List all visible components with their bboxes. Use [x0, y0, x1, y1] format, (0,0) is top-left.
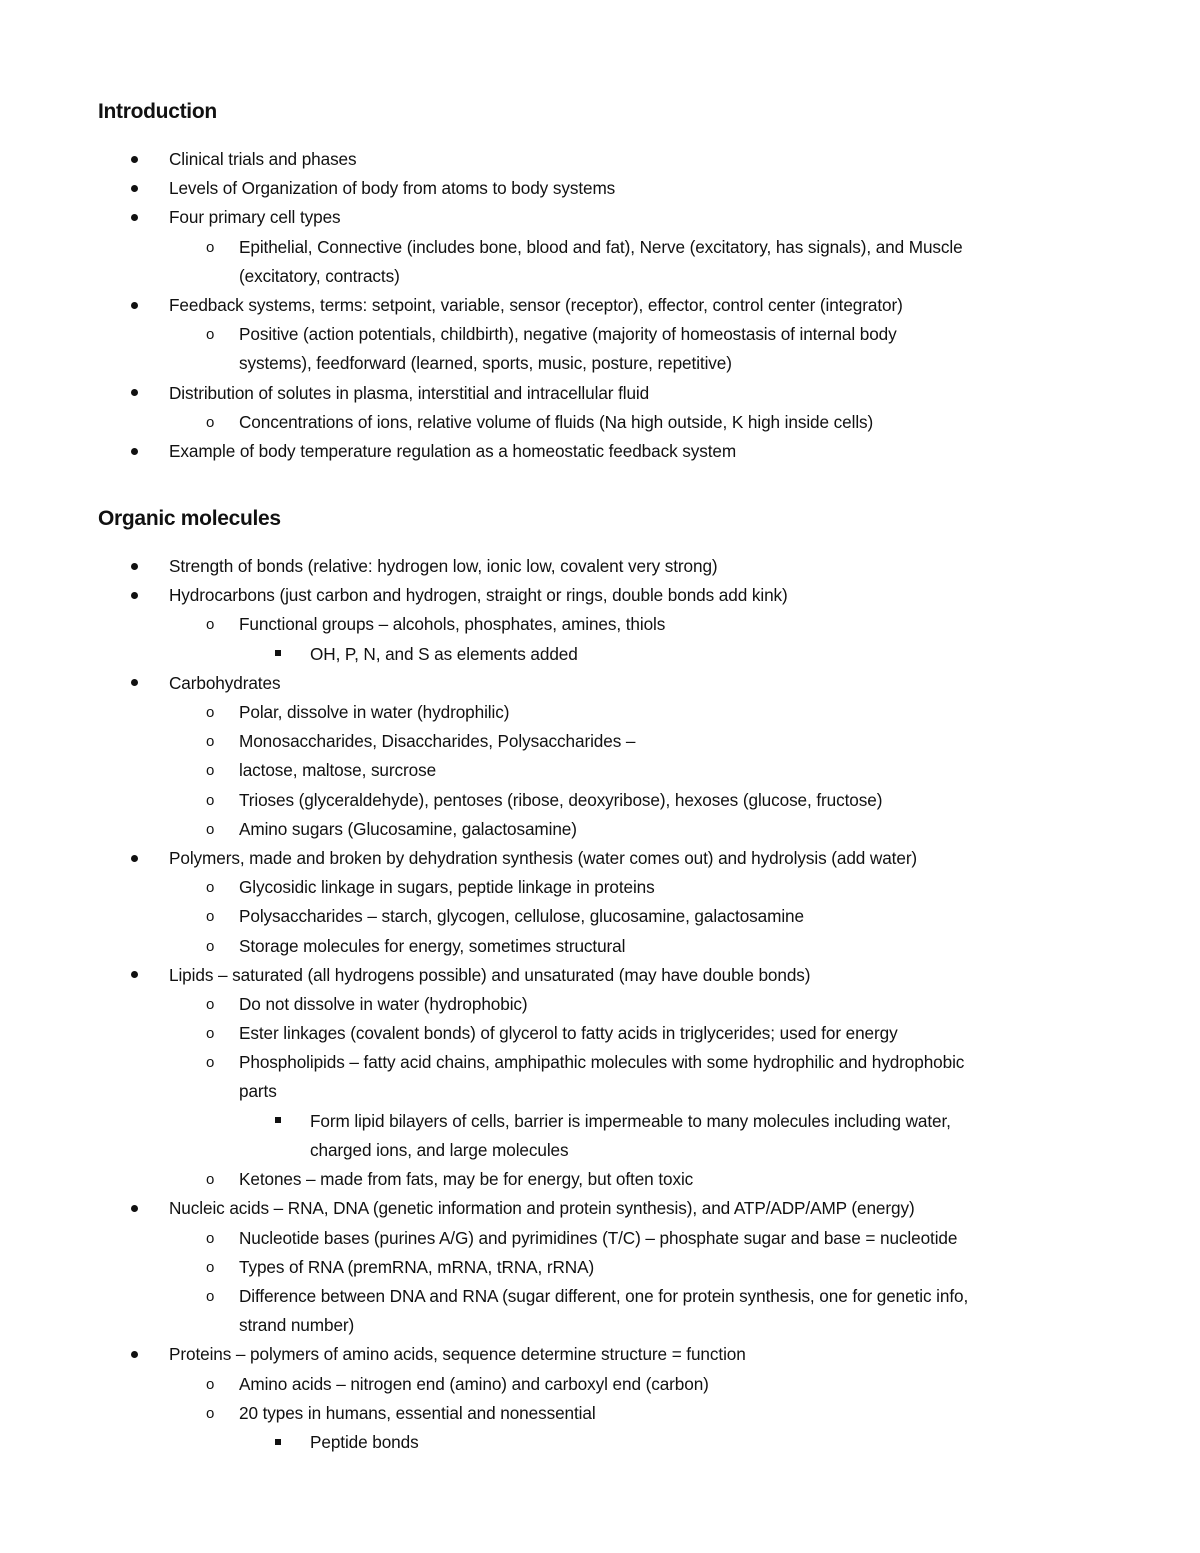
outline-item-text: Clinical trials and phases — [169, 149, 357, 169]
bullet-circle-icon: o — [206, 413, 215, 431]
outline-item-text: Amino sugars (Glucosamine, galactosamine) — [239, 818, 577, 839]
outline-item-text: 20 types in humans, essential and nonessential — [239, 1402, 596, 1423]
outline-item-text: Positive (action potentials, childbirth), negative (majority of homeostasis of internal body — [239, 324, 897, 345]
outline-item-text: lactose, maltose, surcrose — [239, 760, 437, 781]
outline-item-level-1 — [169, 552, 718, 581]
outline-item-text: Monosaccharides, Disaccharides, Polysaccharides – — [239, 731, 636, 752]
outline-item-level-2 — [206, 698, 510, 727]
outline-item-level-1 — [169, 581, 788, 610]
outline-item-text: Lipids – saturated (all hydrogens possible) and unsaturated (may have double bonds) — [169, 964, 811, 985]
bullet-circle-icon: o — [206, 704, 215, 721]
outline-item-text: systems), feedforward (learned, sports, music, posture, repetitive) — [239, 353, 732, 374]
outline-item-text: Amino acids – nitrogen end (amino) and carboxyl end (carbon) — [239, 1373, 709, 1394]
outline-item-text: Ester linkages (covalent bonds) of glycerol to fatty acids in triglycerides; used for energy — [239, 1023, 898, 1044]
outline-item-text: charged ions, and large molecules — [310, 1139, 569, 1160]
outline-item-level-1 — [169, 669, 280, 698]
bullet-circle-icon: o — [206, 996, 215, 1013]
bullet-dot-icon — [131, 1194, 138, 1223]
bullet-circle-icon: o — [206, 1258, 215, 1276]
outline-item-text: Polysaccharides – starch, glycogen, cellulose, glucosamine, galactosamine — [239, 906, 804, 927]
outline-item-text: OH, P, N, and S as elements added — [310, 643, 578, 664]
outline-item-text: Nucleotide bases (purines A/G) and pyrimidines (T/C) – phosphate sugar and base = nucleotide — [239, 1227, 958, 1248]
bullet-circle-icon: o — [206, 733, 215, 751]
outline-item-level-3 — [310, 1107, 951, 1165]
outline-item-text: Do not dissolve in water (hydrophobic) — [239, 994, 528, 1014]
bullet-dot-icon — [131, 552, 138, 581]
bullet-circle-icon: o — [206, 1375, 215, 1393]
bullet-dot-icon — [131, 844, 138, 873]
outline-item-text: Phospholipids – fatty acid chains, amphipathic molecules with some hydrophilic and hydrophobic — [239, 1052, 965, 1073]
outline-item-text: Polar, dissolve in water (hydrophilic) — [239, 702, 510, 722]
outline-item-text: (excitatory, contracts) — [239, 265, 400, 286]
outline-item-level-2 — [206, 1253, 595, 1282]
outline-item-text: Epithelial, Connective (includes bone, blood and fat), Nerve (excitatory, has signals), and Muscle — [239, 236, 963, 257]
bullet-dot-icon — [131, 437, 138, 466]
bullet-circle-icon: o — [206, 762, 215, 780]
outline-item-level-1 — [169, 203, 341, 232]
outline-item-level-1 — [169, 1340, 746, 1369]
bullet-circle-icon: o — [206, 908, 215, 926]
outline-item-level-2 — [206, 815, 577, 844]
bullet-dot-icon — [131, 174, 138, 203]
outline-item-text: Four primary cell types — [169, 207, 341, 228]
outline-item-text: Ketones – made from fats, may be for energy, but often toxic — [239, 1169, 694, 1190]
outline-item-text: Nucleic acids – RNA, DNA (genetic information and protein synthesis), and ATP/ADP/AMP (energy) — [169, 1198, 915, 1219]
outline-item-level-1 — [169, 961, 810, 990]
outline-item-text: Difference between DNA and RNA (sugar different, one for protein synthesis, one for genetic info, — [239, 1286, 969, 1306]
outline-item-level-1 — [169, 145, 357, 174]
outline-item-level-2 — [206, 233, 963, 291]
bullet-dot-icon — [131, 291, 138, 320]
outline-item-level-1 — [169, 379, 649, 408]
bullet-circle-icon: o — [206, 1404, 215, 1422]
bullet-dot-icon — [131, 581, 138, 610]
outline-item-level-1 — [169, 1194, 915, 1223]
outline-item-level-2 — [206, 610, 666, 639]
outline-item-level-1 — [169, 291, 903, 320]
outline-item-level-2 — [206, 756, 437, 785]
outline-item-level-2 — [206, 727, 636, 756]
outline-item-text: Polymers, made and broken by dehydration synthesis (water comes out) and hydrolysis (add water) — [169, 848, 918, 868]
bullet-circle-icon: o — [206, 791, 215, 809]
bullet-circle-icon: o — [206, 616, 215, 634]
bullet-dot-icon — [131, 379, 138, 408]
bullet-circle-icon: o — [206, 1054, 215, 1072]
outline-item-text: Storage molecules for energy, sometimes structural — [239, 935, 626, 956]
outline-item-level-2 — [206, 1399, 596, 1428]
outline-item-text: Peptide bonds — [310, 1432, 419, 1452]
outline-item-text: Types of RNA (premRNA, mRNA, tRNA, rRNA) — [239, 1256, 595, 1277]
outline-item-level-2 — [206, 408, 874, 437]
bullet-square-icon — [275, 1429, 281, 1458]
outline-item-text: Carbohydrates — [169, 672, 281, 693]
bullet-circle-icon: o — [206, 238, 215, 256]
outline-item-level-2 — [206, 1282, 969, 1340]
outline-item-level-1 — [169, 174, 615, 203]
section-heading-organic-molecules: Organic molecules — [98, 507, 281, 530]
outline-item-text: Glycosidic linkage in sugars, peptide linkage in proteins — [239, 877, 655, 898]
outline-item-level-2 — [206, 902, 804, 931]
outline-item-level-2 — [206, 932, 626, 961]
outline-item-level-2 — [206, 1370, 709, 1399]
bullet-circle-icon: o — [206, 1229, 215, 1247]
bullet-dot-icon — [131, 1340, 138, 1369]
outline-item-level-3 — [310, 640, 578, 669]
outline-item-text: strand number) — [239, 1315, 355, 1335]
outline-item-text: parts — [239, 1081, 277, 1102]
outline-item-level-2 — [206, 990, 528, 1019]
outline-item-text: Proteins – polymers of amino acids, sequence determine structure = function — [169, 1344, 746, 1365]
bullet-circle-icon: o — [206, 1025, 215, 1043]
outline-item-level-3 — [310, 1428, 419, 1457]
bullet-circle-icon: o — [206, 1288, 215, 1305]
outline-item-level-1 — [169, 844, 917, 873]
outline-item-text: Functional groups – alcohols, phosphates, amines, thiols — [239, 614, 666, 635]
outline-item-level-2 — [206, 1224, 958, 1253]
outline-item-text: Hydrocarbons (just carbon and hydrogen, straight or rings, double bonds add kink) — [169, 585, 788, 606]
bullet-square-icon — [275, 641, 281, 670]
outline-item-level-2 — [206, 873, 655, 902]
bullet-dot-icon — [131, 669, 138, 698]
outline-item-level-2 — [206, 786, 883, 815]
outline-item-text: Concentrations of ions, relative volume of fluids (Na high outside, K high inside cells) — [239, 411, 874, 432]
bullet-circle-icon: o — [206, 820, 215, 838]
outline-item-text: Strength of bonds (relative: hydrogen low, ionic low, covalent very strong) — [169, 556, 718, 576]
bullet-circle-icon: o — [206, 326, 215, 344]
outline-item-text: Levels of Organization of body from atoms to body systems — [169, 178, 616, 199]
bullet-circle-icon: o — [206, 879, 215, 897]
outline-item-text: Example of body temperature regulation as a homeostatic feedback system — [169, 441, 737, 461]
outline-item-text: Form lipid bilayers of cells, barrier is impermeable to many molecules including water, — [310, 1110, 951, 1131]
outline-item-level-1 — [169, 437, 736, 466]
outline-item-level-2 — [206, 1165, 694, 1194]
bullet-circle-icon: o — [206, 937, 215, 955]
section-heading-introduction: Introduction — [98, 100, 217, 123]
outline-item-text: Trioses (glyceraldehyde), pentoses (ribose, deoxyribose), hexoses (glucose, fructose) — [239, 789, 883, 810]
bullet-dot-icon — [131, 145, 138, 174]
bullet-circle-icon: o — [206, 1171, 215, 1189]
outline-item-text: Distribution of solutes in plasma, interstitial and intracellular fluid — [169, 382, 650, 403]
outline-item-level-2 — [206, 1019, 898, 1048]
outline-item-level-2 — [206, 320, 897, 378]
bullet-dot-icon — [131, 961, 138, 990]
outline-item-text: Feedback systems, terms: setpoint, variable, sensor (receptor), effector, control center (integrator) — [169, 295, 903, 315]
bullet-square-icon — [275, 1108, 281, 1137]
outline-item-level-2 — [206, 1048, 965, 1106]
bullet-dot-icon — [131, 203, 138, 232]
